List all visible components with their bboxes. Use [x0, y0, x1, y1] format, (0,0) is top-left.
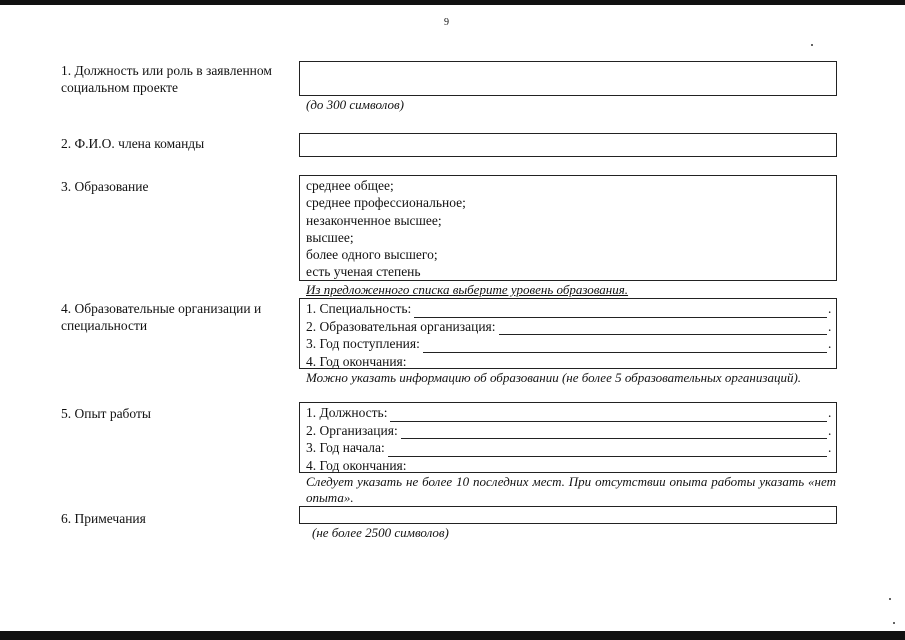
organization-input[interactable] [499, 321, 827, 335]
employer-input[interactable] [401, 425, 827, 439]
fio-label: 2. Ф.И.О. члена команды [61, 136, 205, 151]
organization-label: 2. Образовательная организация: [306, 318, 496, 334]
organizations-line[interactable]: 2. Образовательная организация: . [306, 318, 832, 334]
remarks-field[interactable] [299, 506, 837, 524]
specialty-input[interactable] [414, 304, 827, 318]
scan-edge-bottom [0, 631, 905, 640]
specialty-label: 1. Специальность: [306, 301, 412, 316]
organizations-line[interactable] [300, 353, 836, 371]
education-option[interactable]: среднее профессиональное; [306, 195, 466, 211]
position-input[interactable] [390, 408, 827, 422]
experience-label: 5. Опыт работы [61, 406, 151, 421]
education-label: 3. Образование [61, 179, 149, 194]
education-option[interactable]: высшее; [306, 229, 354, 245]
graduation-year-input[interactable] [410, 357, 827, 370]
position-label: 1. Должность: [306, 405, 388, 420]
education-options [299, 175, 837, 281]
role-field[interactable] [299, 61, 837, 96]
fio-field[interactable] [299, 133, 837, 157]
scan-edge-top [0, 0, 905, 5]
organizations-label: 4. Образовательные организации и специальности [61, 301, 262, 333]
role-note: (до 300 символов) [306, 97, 404, 112]
scan-speck [889, 598, 891, 600]
scan-speck [811, 44, 813, 46]
start-year-input[interactable] [388, 443, 827, 457]
education-option[interactable]: среднее общее; [306, 178, 394, 193]
experience-note: Следует указать не более 10 последних мест. При отсутствии опыта работы указать «нет опыта». [306, 474, 836, 505]
role-label: 1. Должность или роль в заявленном социальном проекте [61, 63, 272, 95]
experience-line[interactable]: 1. Должность: . [306, 405, 832, 420]
experience-line[interactable]: 3. Год начала: . [306, 440, 832, 455]
remarks-label: 6. Примечания [61, 511, 146, 526]
education-note: Из предложенного списка выберите уровень образования. [306, 282, 629, 297]
organizations-note: Можно указать информацию об образовании (не более 5 образовательных организаций). [306, 370, 802, 385]
start-year-label: 3. Год начала: [306, 440, 385, 455]
organizations-box [299, 298, 837, 369]
scan-speck [893, 622, 895, 624]
education-option[interactable]: более одного высшего; [306, 247, 438, 263]
end-year-label: 4. Год окончания: [306, 457, 407, 473]
organizations-line[interactable]: 1. Специальность: . [306, 301, 832, 316]
education-option[interactable]: есть ученая степень [306, 264, 421, 280]
organizations-line[interactable]: 3. Год поступления: . [306, 336, 832, 351]
graduation-year-label: 4. Год окончания: [306, 353, 407, 369]
employer-label: 2. Организация: [306, 422, 398, 438]
experience-line[interactable] [300, 457, 836, 475]
admission-year-input[interactable] [423, 339, 827, 353]
page-number: 9 [444, 17, 449, 28]
experience-box [299, 402, 837, 473]
education-option[interactable]: незаконченное высшее; [306, 212, 442, 228]
admission-year-label: 3. Год поступления: [306, 336, 420, 351]
end-year-input[interactable] [410, 461, 827, 474]
remarks-note: (не более 2500 символов) [312, 525, 449, 540]
experience-line[interactable]: 2. Организация: . [306, 422, 832, 438]
